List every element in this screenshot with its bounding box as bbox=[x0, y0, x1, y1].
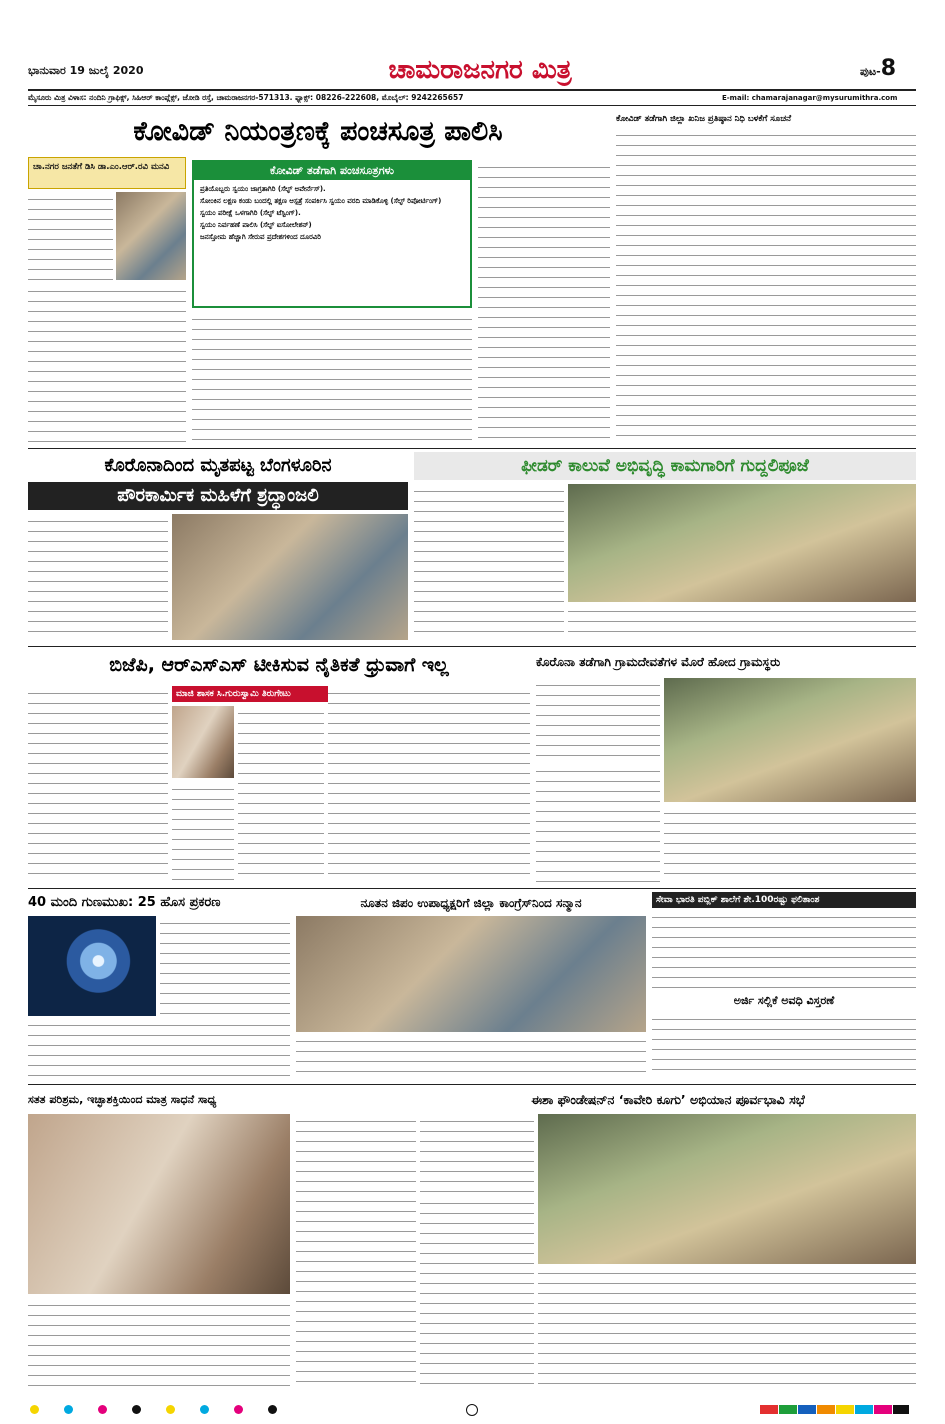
lead-headline: ಕೋವಿಡ್ ನಿಯಂತ್ರಣಕ್ಕೆ ಪಂಚಸೂತ್ರ ಪಾಲಿಸಿ bbox=[133, 116, 503, 147]
village-caption bbox=[664, 806, 916, 882]
registration-target-center bbox=[466, 1404, 478, 1416]
masthead-email: E-mail: chamarajanagar@mysurumithra.com bbox=[722, 94, 898, 102]
former-mla-photo bbox=[172, 706, 234, 778]
cured-story-text-2 bbox=[28, 1018, 290, 1078]
village-story-text-2 bbox=[536, 764, 660, 882]
registration-dot bbox=[30, 1405, 39, 1414]
congress-story-text bbox=[296, 1034, 646, 1078]
page-label: ಪುಟ- bbox=[860, 65, 881, 78]
bengaluru-headline: ಕೊರೊನಾದಿಂದ ಮೃತಪಟ್ಟ ಬೆಂಗಳೂರಿನ bbox=[104, 455, 332, 476]
section-rule bbox=[28, 1084, 916, 1085]
bjp-story-text bbox=[28, 686, 168, 882]
registration-dot bbox=[166, 1405, 175, 1414]
pancha-sutra-list bbox=[194, 180, 470, 246]
former-mla-kicker: ಮಾಜಿ ಶಾಸಕ ಸಿ.ಗುರುಸ್ವಾಮಿ ತಿರುಗೇಟು bbox=[176, 689, 291, 699]
registration-dot bbox=[268, 1405, 277, 1414]
dc-kicker: ಚಾ.ನಗರ ಜನತೆಗೆ ಡಿಸಿ ಡಾ.ಎಂ.ಆರ್.ರವಿ ಮನವಿ bbox=[33, 162, 170, 172]
masthead-rule-bottom bbox=[28, 105, 916, 106]
feeder-story-text bbox=[414, 484, 564, 640]
isha-story-text-3 bbox=[538, 1266, 916, 1388]
village-photo bbox=[664, 678, 916, 802]
success-photo bbox=[28, 1114, 290, 1294]
color-swatch bbox=[855, 1405, 873, 1414]
success-story-text-2 bbox=[296, 1114, 416, 1388]
color-swatch bbox=[836, 1405, 854, 1414]
list-item: ಜನಸ್ತೋಮ ಹೆಚ್ಚಾಗಿ ಸೇರುವ ಪ್ರದೇಶಗಳಿಂದ ದೂರವಿರಿ bbox=[200, 233, 321, 241]
page-number-badge bbox=[860, 56, 896, 81]
dc-portrait-photo bbox=[116, 192, 186, 280]
cured-headline: 40 ಮಂದಿ ಗುಣಮುಖ: 25 ಹೊಸ ಪ್ರಕರಣ bbox=[28, 895, 221, 910]
registration-colorbar-right bbox=[760, 1405, 910, 1415]
lead-story-col3 bbox=[478, 160, 610, 444]
section-rule bbox=[28, 888, 916, 889]
registration-dot bbox=[64, 1405, 73, 1414]
color-swatch bbox=[779, 1405, 797, 1414]
section-rule bbox=[28, 448, 916, 449]
registration-dot bbox=[132, 1405, 141, 1414]
bjp-headline: ಬಿಜೆಪಿ, ಆರ್‌ಎಸ್‌ಎಸ್ ಟೀಕಿಸುವ ನೈತಿಕತೆ ಧ್ರುವಾಗೆ ಇಲ್ಲ bbox=[109, 654, 449, 676]
congress-photo bbox=[296, 916, 646, 1032]
bjp-story-text-4 bbox=[328, 686, 530, 882]
pancha-sutra-box bbox=[192, 160, 472, 308]
isha-story-text bbox=[420, 1114, 534, 1194]
list-item: ಪ್ರತಿಯೊಬ್ಬರು ಸ್ವಯಂ ಜಾಗ್ರತಾಗಿರಿ (ಸೆಲ್ಫ್ ಅವೇರ್ನೆಸ್). bbox=[200, 185, 326, 193]
registration-dot bbox=[234, 1405, 243, 1414]
list-item: ಸೋಂಕಿನ ಲಕ್ಷಣ ಕಂಡು ಬಂದಲ್ಲಿ ತಕ್ಷಣ ಆಸ್ಪತ್ರೆ ಸಂಪರ್ಕಿಸಿ ಸ್ವಯಂ ವರದಿ ಮಾಡಿಕೊಳ್ಳಿ (ಸೆಲ್ಫ್ ರಿಪೋರ್ಟಿಂಗ್) bbox=[200, 197, 442, 205]
masthead-rule bbox=[28, 89, 916, 91]
pancha-sutra-title: ಕೋವಿಡ್ ತಡೆಗಾಗಿ ಪಂಚಸೂತ್ರಗಳು bbox=[194, 162, 470, 180]
mining-headline: ಕೋವಿಡ್ ತಡೆಗಾಗಿ ಜಿಲ್ಲಾ ಖನಿಜ ಪ್ರತಿಷ್ಠಾನ ನಿಧಿ ಬಳಕೆಗೆ ಸೂಚನೆ bbox=[616, 114, 792, 124]
success-headline: ಸತತ ಪರಿಶ್ರಮ, ಇಚ್ಛಾಶಕ್ತಿಯಿಂದ ಮಾತ್ರ ಸಾಧನೆ ಸಾಧ್ಯ bbox=[28, 1093, 217, 1106]
bjp-story-text-3 bbox=[172, 782, 234, 882]
color-swatch bbox=[798, 1405, 816, 1414]
cured-story-text bbox=[160, 916, 290, 1016]
bengaluru-story-text bbox=[28, 514, 168, 640]
list-item: ಸ್ವಯಂ ನಿರ್ವಹಣೆ ಪಾಲಿಸಿ (ಸೆಲ್ಫ್ ಐಸೋಲೇಶನ್) bbox=[200, 221, 312, 229]
feeder-headline: ಫೀಡರ್ ಕಾಲುವೆ ಅಭಿವೃದ್ಧಿ ಕಾಮಗಾರಿಗೆ ಗುದ್ದಲಿಪೂಜೆ bbox=[414, 452, 916, 480]
dc-kicker-box bbox=[28, 157, 186, 189]
page-number: 8 bbox=[880, 56, 897, 81]
isha-photo bbox=[538, 1114, 916, 1264]
masthead-address: ಮೈಸೂರು ಮಿತ್ರ ವಿಳಾಸ: ನಂದಿನಿ ಗ್ರಾಫಿಕ್ಸ್, ಸಿಹಿಆರ್ ಕಾಂಪ್ಲೆಕ್ಸ್, ಜೋಡಿ ರಸ್ತೆ, ಚಾಮರಾಜನಗರ-571313. ಫ್ಯಾಕ್ಸ್: 08226-222608, ಮೊಬೈಲ್: 9242265657 bbox=[28, 93, 464, 102]
success-story-text bbox=[28, 1298, 290, 1388]
dc-story-text bbox=[28, 192, 113, 280]
color-swatch bbox=[874, 1405, 892, 1414]
congress-headline: ನೂತನ ಜಿಪಂ ಉಪಾಧ್ಯಕ್ಷರಿಗೆ ಜಿಲ್ಲಾ ಕಾಂಗ್ರೆಸ್‌ನಿಂದ ಸನ್ಮಾನ bbox=[360, 896, 582, 910]
section-rule bbox=[28, 646, 916, 647]
bengaluru-headline-2: ಪೌರಕಾರ್ಮಿಕ ಮಹಿಳೆಗೆ ಶ್ರದ್ಧಾಂಜಲಿ bbox=[28, 482, 408, 510]
village-story-text bbox=[536, 678, 660, 762]
application-headline: ಅರ್ಜಿ ಸಲ್ಲಿಕೆ ಅವಧಿ ವಿಸ್ತರಣೆ bbox=[733, 994, 835, 1007]
color-swatch bbox=[760, 1405, 778, 1414]
color-swatch bbox=[893, 1405, 909, 1414]
isha-story-text-2 bbox=[420, 1196, 534, 1388]
feeder-caption bbox=[568, 604, 916, 640]
feeder-photo bbox=[568, 484, 916, 602]
masthead-date: ಭಾನುವಾರ 19 ಜುಲೈ 2020 bbox=[28, 64, 144, 77]
seva-headline: ಸೇವಾ ಭಾರತಿ ಪಬ್ಲಿಕ್ ಶಾಲೆಗೆ ಶೇ.100ರಷ್ಟು ಫಲಿತಾಂಶ bbox=[652, 892, 916, 908]
mining-story-text bbox=[616, 128, 916, 444]
registration-marks-left bbox=[30, 1405, 280, 1415]
coronavirus-photo bbox=[28, 916, 156, 1016]
dc-story-text-2 bbox=[28, 284, 186, 444]
color-swatch bbox=[817, 1405, 835, 1414]
village-headline: ಕೊರೊನಾ ತಡೆಗಾಗಿ ಗ್ರಾಮದೇವತೆಗಳ ಮೊರೆ ಹೋದ ಗ್ರಾಮಸ್ಥರು bbox=[536, 655, 781, 669]
isha-headline: ಈಶಾ ಫೌಂಡೇಷನ್‌ನ ‘ಕಾವೇರಿ ಕೂಗು’ ಅಭಿಯಾನ ಪೂರ್ವಭಾವಿ ಸಭೆ bbox=[531, 1092, 805, 1107]
list-item: ಸ್ವಯಂ ಪರೀಕ್ಷೆ ಒಳಗಾಗಿರಿ (ಸೆಲ್ಫ್ ಟೆಸ್ಟಿಂಗ್). bbox=[200, 209, 301, 217]
registration-dot bbox=[200, 1405, 209, 1414]
registration-dot bbox=[98, 1405, 107, 1414]
lead-story-text bbox=[192, 312, 472, 444]
bengaluru-photo bbox=[172, 514, 408, 640]
bjp-story-text-2 bbox=[238, 706, 324, 882]
seva-story-text bbox=[652, 910, 916, 990]
masthead-title: ಚಾಮರಾಜನಗರ ಮಿತ್ರ bbox=[388, 55, 572, 85]
application-story-text bbox=[652, 1012, 916, 1078]
